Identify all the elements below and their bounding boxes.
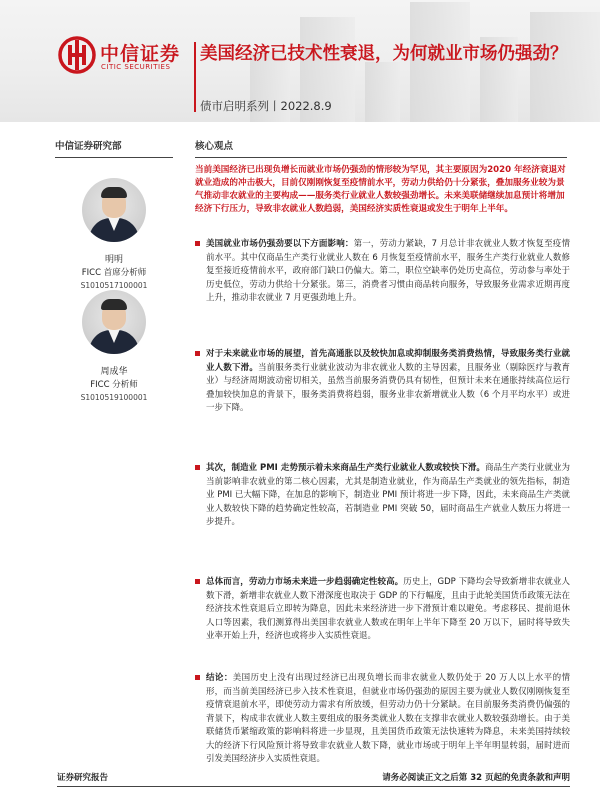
report-series-date: 债市启明系列丨2022.8.9 [200, 99, 332, 113]
footer-disclaimer: 请务必阅读正文之后第 32 页起的免责条款和声明 [382, 773, 570, 783]
key-point [195, 672, 570, 767]
key-point-text: 第一，劳动力紧缺，7 月总计非农就业人数才恢复至疫情前水平。其中仅商品生产类行业就业人数在 6 月恢复至疫情前水平，服务生产类行业就业人数修复至接近疫情前水平，政府部门缺口仍偏大。第二，职位空缺率仍处历史高位，劳动参与率处于历史低位，劳动力供给十分紧张。第三，消费者习惯由商品转向服务，导致服务业需求近期再度上升，推动非农就业 7 月更强劲地上升。 [206, 239, 570, 303]
key-point [195, 348, 570, 416]
bullet-square-icon [195, 579, 200, 584]
key-point-lead: 对于未来就业市场的展望，首先高通胀以及较快加息或抑制服务类消费热情，导致服务类行业就业人数下滑。 [206, 349, 570, 373]
analyst-license-id: S1010519100001 [80, 393, 148, 402]
key-point-lead: 美国就业市场仍强劲要以下方面影响： [206, 239, 354, 249]
analyst-name: 明明 [104, 255, 123, 265]
title-divider [194, 42, 196, 112]
footer-report-type: 证券研究报告 [57, 773, 109, 783]
citic-logo [58, 36, 181, 76]
key-point-lead: 总体而言，劳动力市场未来进一步趋弱确定性较高。 [206, 577, 404, 587]
left-section-label: 中信证券研究部 [55, 138, 173, 158]
report-title: 美国经济已技术性衰退，为何就业市场仍强劲？ [200, 44, 568, 64]
key-summary: 当前美国经济已出现负增长而就业市场仍强劲的情形较为罕见，其主要原因为2020 年经济衰退对就业造成的冲击极大，目前仅刚刚恢复至疫情前水平，劳动力供给仍十分紧张，叠加服务业较为景气推动非农就业的主要构成——服务类行业就业人数较强劲增长。未来美联储继续加息预计将增加经济下行压力，导致非农就业人数趋弱，美国经济实质性衰退或发生于明年上半年。 [195, 165, 566, 214]
analyst-card [58, 178, 170, 292]
bullet-square-icon [195, 465, 200, 470]
key-point-lead: 结论： [206, 673, 233, 683]
key-point-text: 当前服务类行业就业波动为非农就业人数的主导因素，且服务业（剔除医疗与教育业）与经济周期波动密切相关，虽然当前服务消费仍具有韧性，但预计未来在通胀持续高位运行叠加较快加息的背景下，服务类消费将趋弱，服务业非农新增就业人数（6 个月平均水平）或进一步下降。 [206, 362, 570, 413]
key-point [195, 576, 570, 644]
analyst-license-id: S1010517100001 [80, 281, 148, 290]
analyst-photo [82, 290, 146, 354]
logo-text-en: CITIC SECURITIES [101, 63, 171, 71]
key-point-text: 商品生产类行业就业为当前影响非农就业的第二核心因素，尤其是制造业就业，作为商品生产类就业的领先指标，制造业 PMI 已大幅下降，在加息的影响下，制造业 PMI 预计将进一步下降，因此，未来商品生产类就业人数较快下降的趋势确定性较高，若制造业 PMI 突破 50，届时商品生产就业人数压力将进一步提升。 [206, 463, 570, 527]
analyst-name: 周成华 [100, 367, 128, 377]
analyst-role: FICC 首席分析师 [81, 268, 147, 278]
analyst-role: FICC 分析师 [90, 380, 138, 390]
footer-divider [57, 786, 570, 787]
key-point [195, 238, 570, 306]
citic-logo-mark-icon [58, 36, 96, 74]
key-point-text: 历史上，GDP 下降均会导致新增非农就业人数下滑，新增非农就业人数下滑深度也取决于 GDP 的下行幅度，且由于此轮美国货币政策无法在经济技术性衰退后立即转为降息，因此未来经济进一步下滑预计难以避免。考虑移民、提前退休人口等因素，我们测算得出美国非农就业人数或在明年上半年下降至 20 万以下，届时将导致失业率开始上升，经济也或将步入实质性衰退。 [206, 577, 570, 641]
key-point-text: 美国历史上没有出现过经济已出现负增长而非农就业人数仍处于 20 万人以上水平的情形，而当前美国经济已步入技术性衰退，但就业市场仍强劲的原因主要为就业人数仅刚刚恢复至疫情衰退前水平，即使劳动力需求有所放缓，但劳动力仍十分紧缺。在目前服务类消费仍偏强的背景下，构成非农就业人数主要组成的服务类就业人数在支撑非农就业人数较强劲增长。由于美联储货币紧缩政策的影响料将进一步显现，且美国货币政策无法快速转为降息，未来美国持续较大的经济下行风险预计将导致非农就业人数下降，就业市场或于明年上半年明显转弱，届时进而引发美国经济步入实质性衰退。 [206, 673, 570, 764]
bullet-square-icon [195, 675, 200, 680]
bullet-square-icon [195, 351, 200, 356]
analyst-photo [82, 178, 146, 242]
bullet-square-icon [195, 241, 200, 246]
key-point [195, 462, 570, 530]
analyst-card [58, 290, 170, 404]
logo-text-cn: 中信证券 [100, 43, 181, 65]
right-section-label: 核心观点 [195, 138, 567, 158]
key-point-lead: 其次，制造业 PMI 走势预示着未来商品生产类行业就业人数或较快下滑。 [206, 463, 485, 473]
